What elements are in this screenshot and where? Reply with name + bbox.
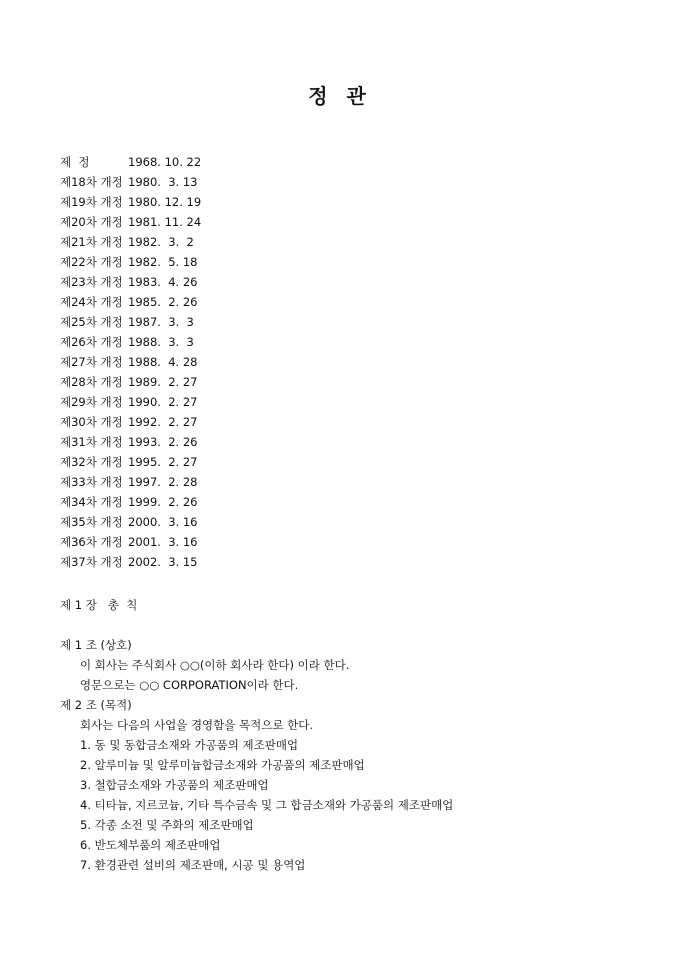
- history-date: 1993. 2. 26: [128, 435, 198, 449]
- history-entry: [60, 552, 201, 572]
- history-label: 제31차 개정: [60, 435, 123, 449]
- history-label: 제26차 개정: [60, 335, 123, 349]
- history-label: 제29차 개정: [60, 395, 123, 409]
- history-label: 제24차 개정: [60, 295, 123, 309]
- history-label: 제32차 개정: [60, 455, 123, 469]
- history-entry: [60, 512, 201, 532]
- history-entry: [60, 452, 201, 472]
- history-entry: [60, 412, 201, 432]
- history-date: 1997. 2. 28: [128, 475, 198, 489]
- history-date: 1985. 2. 26: [128, 295, 198, 309]
- history-entry: [60, 152, 201, 172]
- amendment-history: [60, 152, 201, 572]
- history-entry: [60, 192, 201, 212]
- history-label: 제37차 개정: [60, 555, 123, 569]
- history-label: 제23차 개정: [60, 275, 123, 289]
- history-entry: [60, 272, 201, 292]
- history-date: 1988. 4. 28: [128, 355, 198, 369]
- history-label: 제35차 개정: [60, 515, 123, 529]
- history-date: 1989. 2. 27: [128, 375, 198, 389]
- purpose-item: 6. 반도체부품의 제조판매업: [80, 838, 221, 852]
- history-date: 1982. 5. 18: [128, 255, 198, 269]
- history-entry: [60, 432, 201, 452]
- history-entry: [60, 252, 201, 272]
- history-label: 제27차 개정: [60, 355, 123, 369]
- purpose-item: 1. 동 및 동합금소재와 가공품의 제조판매업: [80, 738, 299, 752]
- article-2-heading: 제 2 조 (목적): [60, 698, 132, 712]
- history-entry: [60, 352, 201, 372]
- article-1-line: 이 회사는 주식회사 ○○(이하 회사라 한다) 이라 한다.: [80, 658, 350, 672]
- history-entry: [60, 172, 201, 192]
- purpose-item: 7. 환경관련 설비의 제조판매, 시공 및 용역업: [80, 858, 306, 872]
- history-date: 1990. 2. 27: [128, 395, 198, 409]
- history-label: 제34차 개정: [60, 495, 123, 509]
- history-entry: [60, 492, 201, 512]
- history-date: 1983. 4. 26: [128, 275, 198, 289]
- history-label: 제20차 개정: [60, 215, 123, 229]
- history-entry: [60, 472, 201, 492]
- history-label: 제18차 개정: [60, 175, 123, 189]
- article-1-line: 영문으로는 ○○ CORPORATION이라 한다.: [80, 678, 299, 692]
- history-label: 제30차 개정: [60, 415, 123, 429]
- history-label: 제36차 개정: [60, 535, 123, 549]
- history-label: 제22차 개정: [60, 255, 123, 269]
- history-label: 제28차 개정: [60, 375, 123, 389]
- history-entry: [60, 372, 201, 392]
- history-date: 1992. 2. 27: [128, 415, 198, 429]
- history-date: 2001. 3. 16: [128, 535, 198, 549]
- article-1-heading: 제 1 조 (상호): [60, 638, 132, 652]
- history-date: 1982. 3. 2: [128, 235, 194, 249]
- history-entry: [60, 392, 201, 412]
- article-2-intro: 회사는 다음의 사업을 경영함을 목적으로 한다.: [80, 718, 314, 732]
- history-label: 제25차 개정: [60, 315, 123, 329]
- history-date: 2002. 3. 15: [128, 555, 198, 569]
- history-date: 1999. 2. 26: [128, 495, 198, 509]
- purpose-item: 4. 티타늄, 지르코늄, 기타 특수금속 및 그 합금소재와 가공품의 제조판매업: [80, 798, 454, 812]
- document-title: 정 관: [308, 84, 372, 108]
- history-date: 1980. 3. 13: [128, 175, 198, 189]
- chapter-heading: 제 1 장 총 칙: [60, 598, 138, 612]
- history-date: 1988. 3. 3: [128, 335, 194, 349]
- history-label: 제21차 개정: [60, 235, 123, 249]
- history-label: 제33차 개정: [60, 475, 123, 489]
- history-date: 1980. 12. 19: [128, 195, 202, 209]
- history-entry: [60, 312, 201, 332]
- history-entry: [60, 292, 201, 312]
- history-date: 1987. 3. 3: [128, 315, 194, 329]
- history-date: 2000. 3. 16: [128, 515, 198, 529]
- history-entry: [60, 232, 201, 252]
- history-label: 제 정: [60, 155, 90, 169]
- purpose-item: 2. 알루미늄 및 알루미늄합금소재와 가공품의 제조판매업: [80, 758, 365, 772]
- history-entry: [60, 532, 201, 552]
- purpose-item: 3. 철합금소재와 가공품의 제조판매업: [80, 778, 269, 792]
- purpose-list: [80, 735, 453, 875]
- history-entry: [60, 212, 201, 232]
- purpose-item: 5. 각종 소전 및 주화의 제조판매업: [80, 818, 254, 832]
- history-date: 1968. 10. 22: [128, 155, 202, 169]
- history-date: 1981. 11. 24: [128, 215, 202, 229]
- history-date: 1995. 2. 27: [128, 455, 198, 469]
- history-label: 제19차 개정: [60, 195, 123, 209]
- history-entry: [60, 332, 201, 352]
